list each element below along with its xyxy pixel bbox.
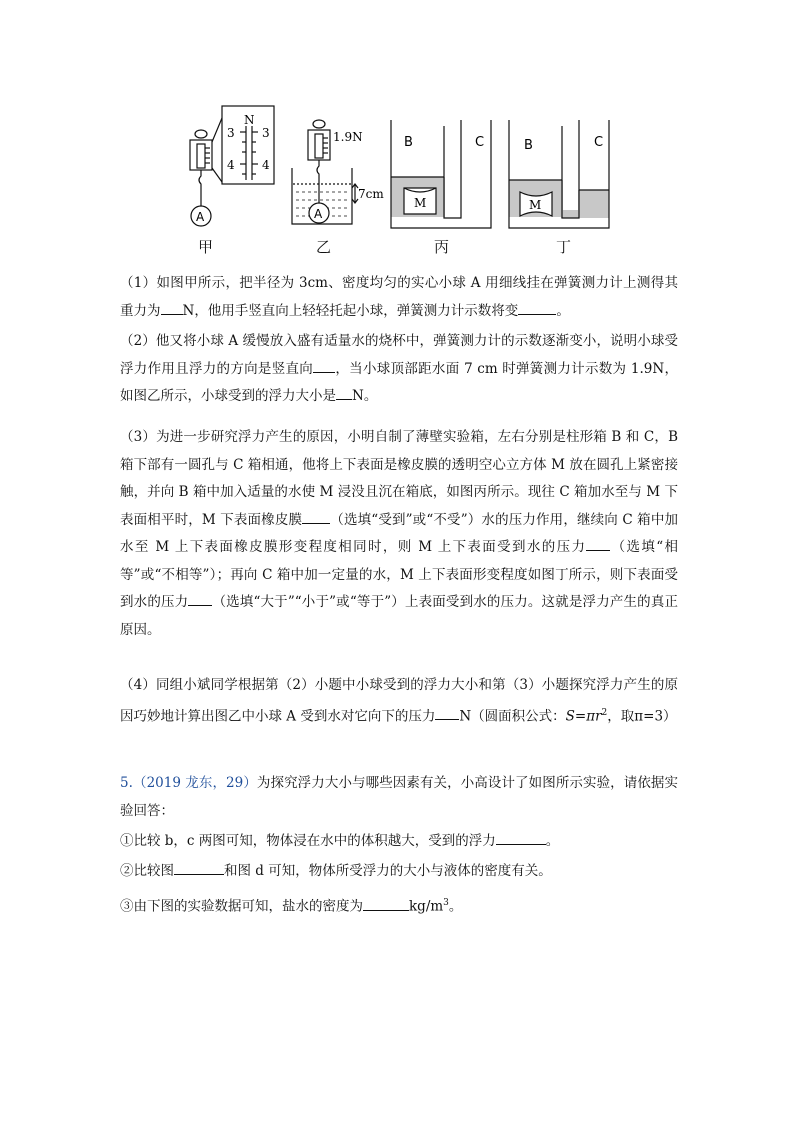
blank-q3-force[interactable]	[302, 509, 330, 524]
question-3: （3）为进一步研究浮力产生的原因，小明自制了薄壁实验箱，左右分别是柱形箱 B 和 C，B 箱下部有一圆孔与 C 箱相通，他将上下表面是橡皮膜的透明空心立方体 M 放在圆孔上紧密接触，并向 B 箱中加入适量的水使 M 浸没且沉在箱底，如图丙所示。现往 C 箱加水至与 M 下表面相平时，M 下表面橡皮膜 （选填“受到”或“不受”）水的压力作用，继续向 C 箱中加水至 M 上下表面橡皮膜形变程度相同时，则 M 上下表面受到水的压力 （选填“相等”或“不相等”）；再向 C 箱中加一定量的水，M 上下表面形变程度如图丁所示，则下表面受到水的压力 （选填“大于”“小于”或“等于”）上表面受到水的压力。这就是浮力产生的真正原因。	[120, 429, 678, 638]
figure-label-ding: 丁	[556, 238, 572, 256]
reading-yi: 1.9N	[333, 130, 363, 144]
ball-a-yi-label: A	[314, 207, 323, 221]
blank-q5-1[interactable]	[496, 830, 546, 845]
blank-q5-3[interactable]	[363, 896, 409, 911]
figure-label-bing: 丙	[434, 238, 450, 256]
blank-q1-change[interactable]	[518, 300, 556, 315]
scale-unit: N	[244, 113, 255, 127]
cube-m-ding: M	[529, 198, 542, 212]
question-4: （4）同组小斌同学根据第（2）小题中小球受到的浮力大小和第（3）小题探究浮力产生的原因巧妙地计算出图乙中小球 A 受到水对它向下的压力 N（圆面积公式：$S=\pi r^2$，取π=3）	[120, 677, 678, 724]
tick-4-right: 4	[262, 158, 270, 172]
tick-4-left: 4	[227, 158, 235, 172]
spring-scale-yi	[308, 120, 330, 203]
question-5-item-2: ②比较图 和图 d 可知，物体所受浮力的大小与液体的密度有关。	[120, 858, 678, 886]
experiment-figure	[0, 0, 794, 260]
tick-3-right: 3	[262, 126, 270, 140]
question-2: （2）他又将小球 A 缓慢放入盛有适量水的烧杯中，弹簧测力计的示数逐渐变小，说明小球受浮力作用且浮力的方向是竖直向 ，当小球顶部距水面 7 cm 时弹簧测力计示数为 1.9N，如图乙所示，小球受到的浮力大小是 N。	[120, 333, 678, 404]
question-5-source: （2019 龙东，29）	[132, 775, 257, 791]
tank-b-ding: B	[524, 138, 533, 153]
depth-label: 7cm	[358, 187, 384, 201]
tank-c-ding: C	[594, 135, 604, 150]
tick-3-left: 3	[227, 126, 235, 140]
ball-a-jia-label: A	[196, 210, 205, 224]
tank-b-bing: B	[404, 135, 413, 150]
question-5-item-3: ③由下图的实验数据可知，盐水的密度为 $kg/m^3$。	[120, 890, 678, 921]
scale-zoom-box	[212, 106, 274, 184]
figure-label-yi: 乙	[316, 238, 332, 256]
question-5-item-1: ①比较 b，c 两图可知，物体浸在水中的体积越大，受到的浮力 。	[120, 828, 678, 856]
tank-c-bing: C	[475, 135, 485, 150]
question-5: 5.（2019 龙东，29）为探究浮力大小与哪些因素有关，小高设计了如图所示实验，请依据实验回答：	[120, 775, 679, 819]
question-1: （1）如图甲所示，把半径为 3cm、密度均匀的实心小球 A 用细线挂在弹簧测力计上测得其重力为 N，他用手竖直向上轻轻托起小球，弹簧测力计示数将变 。	[120, 275, 678, 319]
cube-m-bing: M	[414, 196, 427, 210]
figure-label-jia: 甲	[198, 238, 214, 256]
spring-scale-jia	[190, 130, 212, 206]
blank-q3-compare[interactable]	[188, 591, 212, 606]
blank-q1-weight[interactable]	[161, 300, 183, 315]
blank-q2-direction[interactable]	[313, 358, 335, 373]
blank-q3-equal[interactable]	[586, 536, 610, 551]
blank-q2-buoyancy[interactable]	[336, 385, 352, 400]
blank-q5-2[interactable]	[174, 860, 224, 875]
question-5-number: 5.	[120, 775, 133, 791]
blank-q4-pressure[interactable]	[435, 705, 459, 720]
